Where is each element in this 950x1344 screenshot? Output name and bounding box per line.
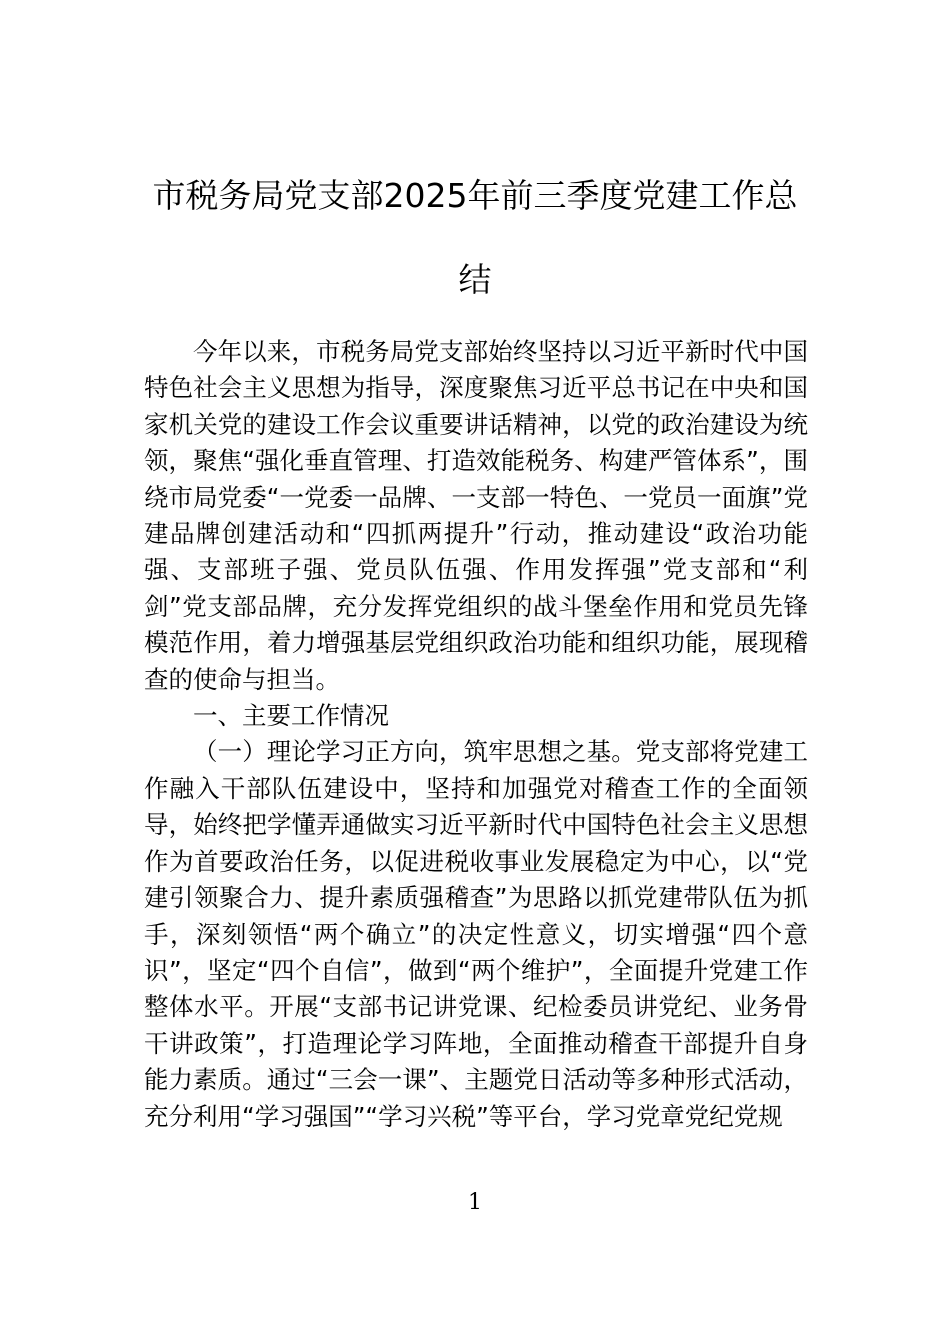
- page-number: 1: [468, 1190, 482, 1215]
- document-body: [144, 334, 808, 1135]
- section-heading: 一、主要工作情况: [193, 701, 389, 731]
- intro-paragraph: 今年以来，市税务局党支部始终坚持以习近平新时代中国特色社会主义思想为指导，深度聚焦习近平总书记在中央和国家机关党的建设工作会议重要讲话精神，以党的政治建设为统领，聚焦“强化垂直管理、打造效能税务、构建严管体系”，围绕市局党委“一党委一品牌、一支部一特色、一党员一面旗”党建品牌创建活动和“四抓两提升”行动，推动建设“政治功能强、支部班子强、党员队伍强、作用发挥强”党支部和“利剑”党支部品牌，充分发挥党组织的战斗堡垒作用和党员先锋模范作用，着力增强基层党组织政治功能和组织功能，展现稽查的使命与担当。: [144, 337, 808, 694]
- section-paragraph: （一）理论学习正方向，筑牢思想之基。党支部将党建工作融入干部队伍建设中，坚持和加强党对稽查工作的全面领导，始终把学懂弄通做实习近平新时代中国特色社会主义思想作为首要政治任务，以促进税收事业发展稳定为中心，以“党建引领聚合力、提升素质强稽查”为思路以抓党建带队伍为抓手，深刻领悟“两个确立”的决定性意义，切实增强“四个意识”，坚定“四个自信”，做到“两个维护”，全面提升党建工作整体水平。开展“支部书记讲党课、纪检委员讲党纪、业务骨干讲政策”，打造理论学习阵地，全面推动稽查干部提升自身能力素质。通过“三会一课”、主题党日活动等多种形式活动，充分利用“学习强国”“学习兴税”等平台，学习党章党纪党规: [144, 737, 808, 1131]
- document-title: 市税务局党支部2025年前三季度党建工作总结: [152, 176, 798, 299]
